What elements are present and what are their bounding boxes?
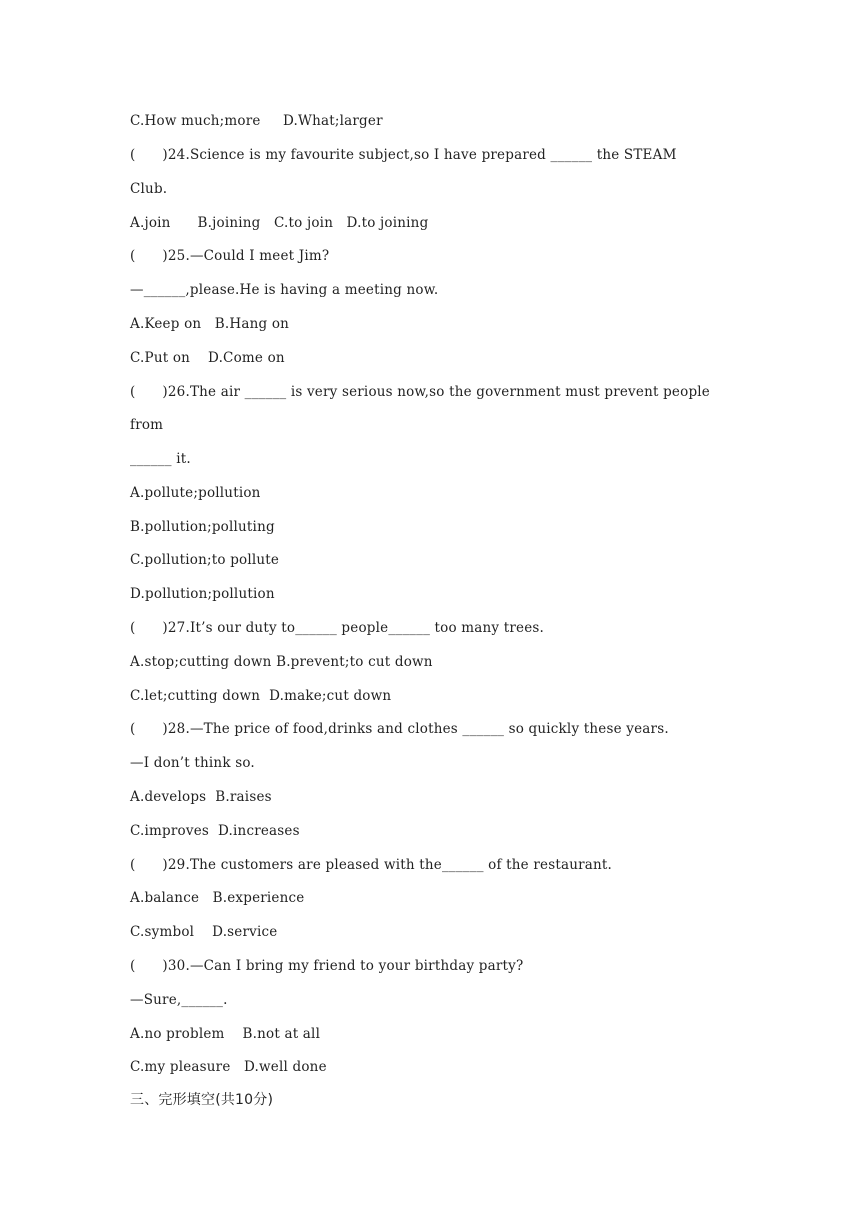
question-26-cont-2: ______ it.: [130, 451, 191, 467]
options-29-cd: C.symbol D.service: [130, 924, 278, 940]
options-29-ab: A.balance B.experience: [130, 890, 305, 906]
question-30: ( )30.—Can I bring my friend to your birthday party?: [130, 958, 524, 974]
section-heading-cloze: 三、完形填空(共10分): [130, 1092, 274, 1108]
question-28-reply: —I don’t think so.: [130, 755, 255, 771]
options-28-ab: A.develops B.raises: [130, 789, 272, 805]
question-30-reply: —Sure,______.: [130, 992, 228, 1008]
options-27-ab: A.stop;cutting down B.prevent;to cut down: [130, 654, 433, 670]
option-26-c: C.pollution;to pollute: [130, 552, 280, 568]
question-25: ( )25.—Could I meet Jim?: [130, 248, 330, 264]
option-line-23-cd: C.How much;more D.What;larger: [130, 113, 383, 129]
question-25-reply: —______,please.He is having a meeting now.: [130, 282, 439, 298]
options-27-cd: C.let;cutting down D.make;cut down: [130, 688, 392, 704]
question-27: ( )27.It’s our duty to______ people______ too many trees.: [130, 620, 545, 636]
options-24: A.join B.joining C.to join D.to joining: [130, 215, 429, 231]
question-26: ( )26.The air ______ is very serious now,so the government must prevent people: [130, 384, 710, 400]
options-25-cd: C.Put on D.Come on: [130, 350, 285, 366]
question-29: ( )29.The customers are pleased with the______ of the restaurant.: [130, 857, 613, 873]
question-24: ( )24.Science is my favourite subject,so I have prepared ______ the STEAM: [130, 147, 677, 163]
options-28-cd: C.improves D.increases: [130, 823, 300, 839]
option-26-b: B.pollution;polluting: [130, 519, 275, 535]
options-30-ab: A.no problem B.not at all: [130, 1026, 321, 1042]
option-26-a: A.pollute;pollution: [130, 485, 261, 501]
option-26-d: D.pollution;pollution: [130, 586, 275, 602]
question-28: ( )28.—The price of food,drinks and clothes ______ so quickly these years.: [130, 721, 669, 737]
question-26-cont: from: [130, 417, 164, 433]
question-24-cont: Club.: [130, 181, 168, 197]
options-30-cd: C.my pleasure D.well done: [130, 1059, 327, 1075]
options-25-ab: A.Keep on B.Hang on: [130, 316, 290, 332]
